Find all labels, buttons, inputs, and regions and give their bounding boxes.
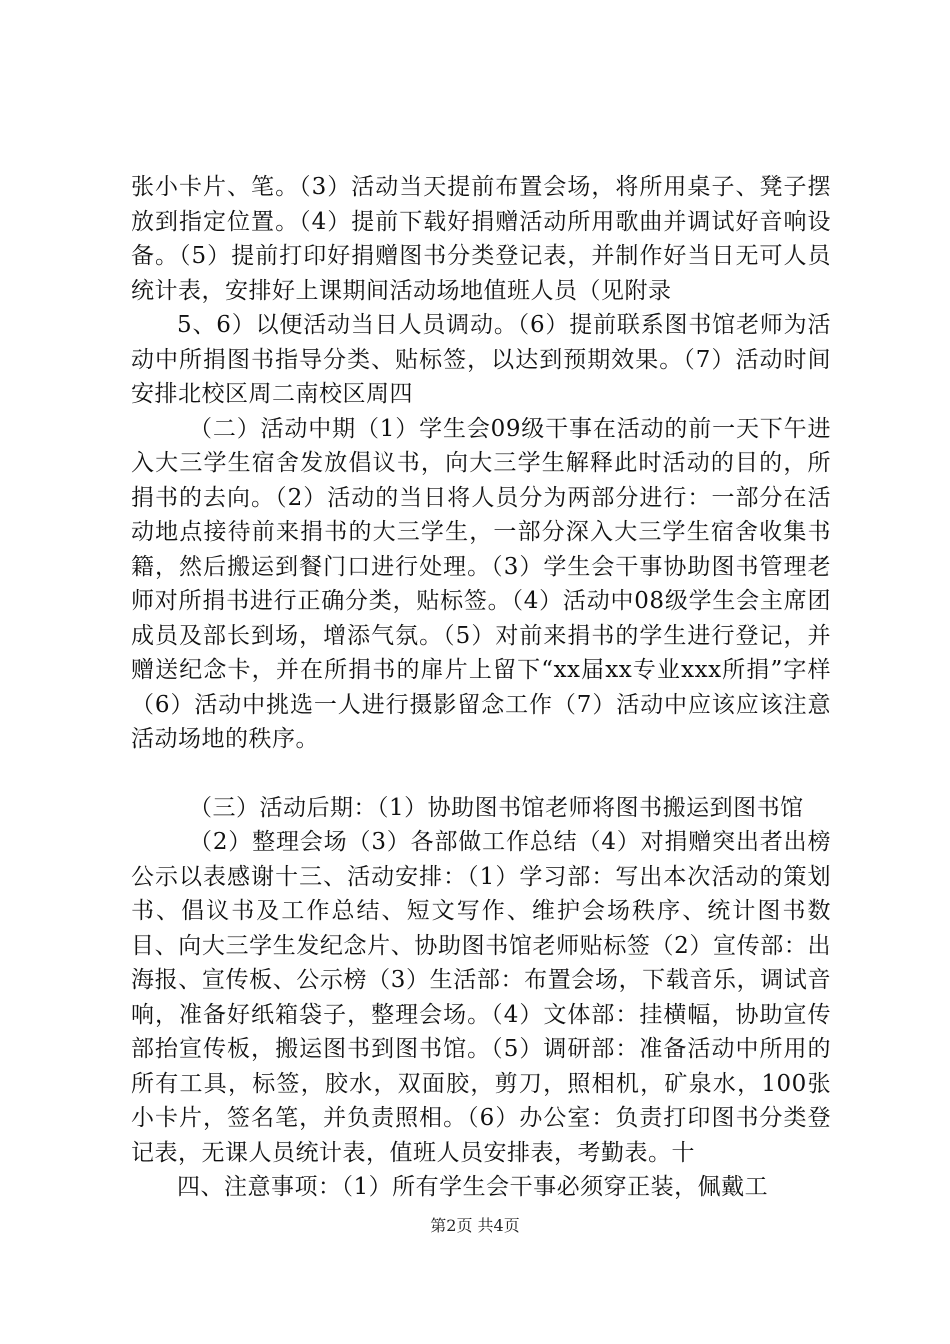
paragraph-arrangements: （2）整理会场（3）各部做工作总结（4）对捐赠突出者出榜公示以表感谢十三、活动安排：（1）学习部：写出本次活动的策划书、倡议书及工作总结、短文写作、维护会场秩序、统计图书数目、向大三学生发纪念片、协助图书馆老师贴标签（2）宣传部：出海报、宣传板、公示榜（3）生活部：布置会场，下载音乐，调试音响，准备好纸箱袋子，整理会场。（4）文体部：挂横幅，协助宣传部抬宣传板，搬运图书到图书馆。（5）调研部：准备活动中所用的所有工具，标签，胶水，双面胶，剪刀，照相机，矿泉水，100张小卡片，签名笔，并负责照相。（6）办公室：负责打印图书分类登记表，无课人员统计表，值班人员安排表，考勤表。十 xyxy=(131,829,831,1166)
document-body xyxy=(131,170,831,1205)
paragraph-mid-stage: （二）活动中期（1）学生会09级干事在活动的前一天下午进入大三学生宿舍发放倡议书，向大三学生解释此时活动的目的，所捐书的去向。（2）活动的当日将人员分为两部分进行：一部分在活动地点接待前来捐书的大三学生，一部分深入大三学生宿舍收集书籍，然后搬运到餐门口进行处理。（3）学生会干事协助图书管理老师对所捐书进行正确分类，贴标签。（4）活动中08级学生会主席团成员及部长到场，增添气氛。（5）对前来捐书的学生进行登记，并赠送纪念卡，并在所捐书的扉片上留下“xx届xx专业xxx所捐”字样（6）活动中挑选一人进行摄影留念工作（7）活动中应该应该注意活动场地的秩序。 xyxy=(131,415,831,752)
paragraph-late-stage: （三）活动后期：（1）协助图书馆老师将图书搬运到图书馆 xyxy=(189,794,804,821)
paragraph-preparation-continued: 5、6）以便活动当日人员调动。（6）提前联系图书馆老师为活动中所捐图书指导分类、贴标签，以达到预期效果。（7）活动时间安排北校区周二南校区周四 xyxy=(131,312,831,407)
paragraph-notes: 四、注意事项：（1）所有学生会干事必须穿正装，佩戴工 xyxy=(177,1174,769,1200)
page-number-footer: 第2页 共4页 xyxy=(430,1216,520,1235)
paragraph-preparation: 张小卡片、笔。（3）活动当天提前布置会场，将所用桌子、凳子摆放到指定位置。（4）提前下载好捐赠活动所用歌曲并调试好音响设备。（5）提前打印好捐赠图书分类登记表，并制作好当日无可人员统计表，安排好上课期间活动场地值班人员（见附录 xyxy=(131,174,831,304)
paragraph-gap xyxy=(131,757,831,791)
